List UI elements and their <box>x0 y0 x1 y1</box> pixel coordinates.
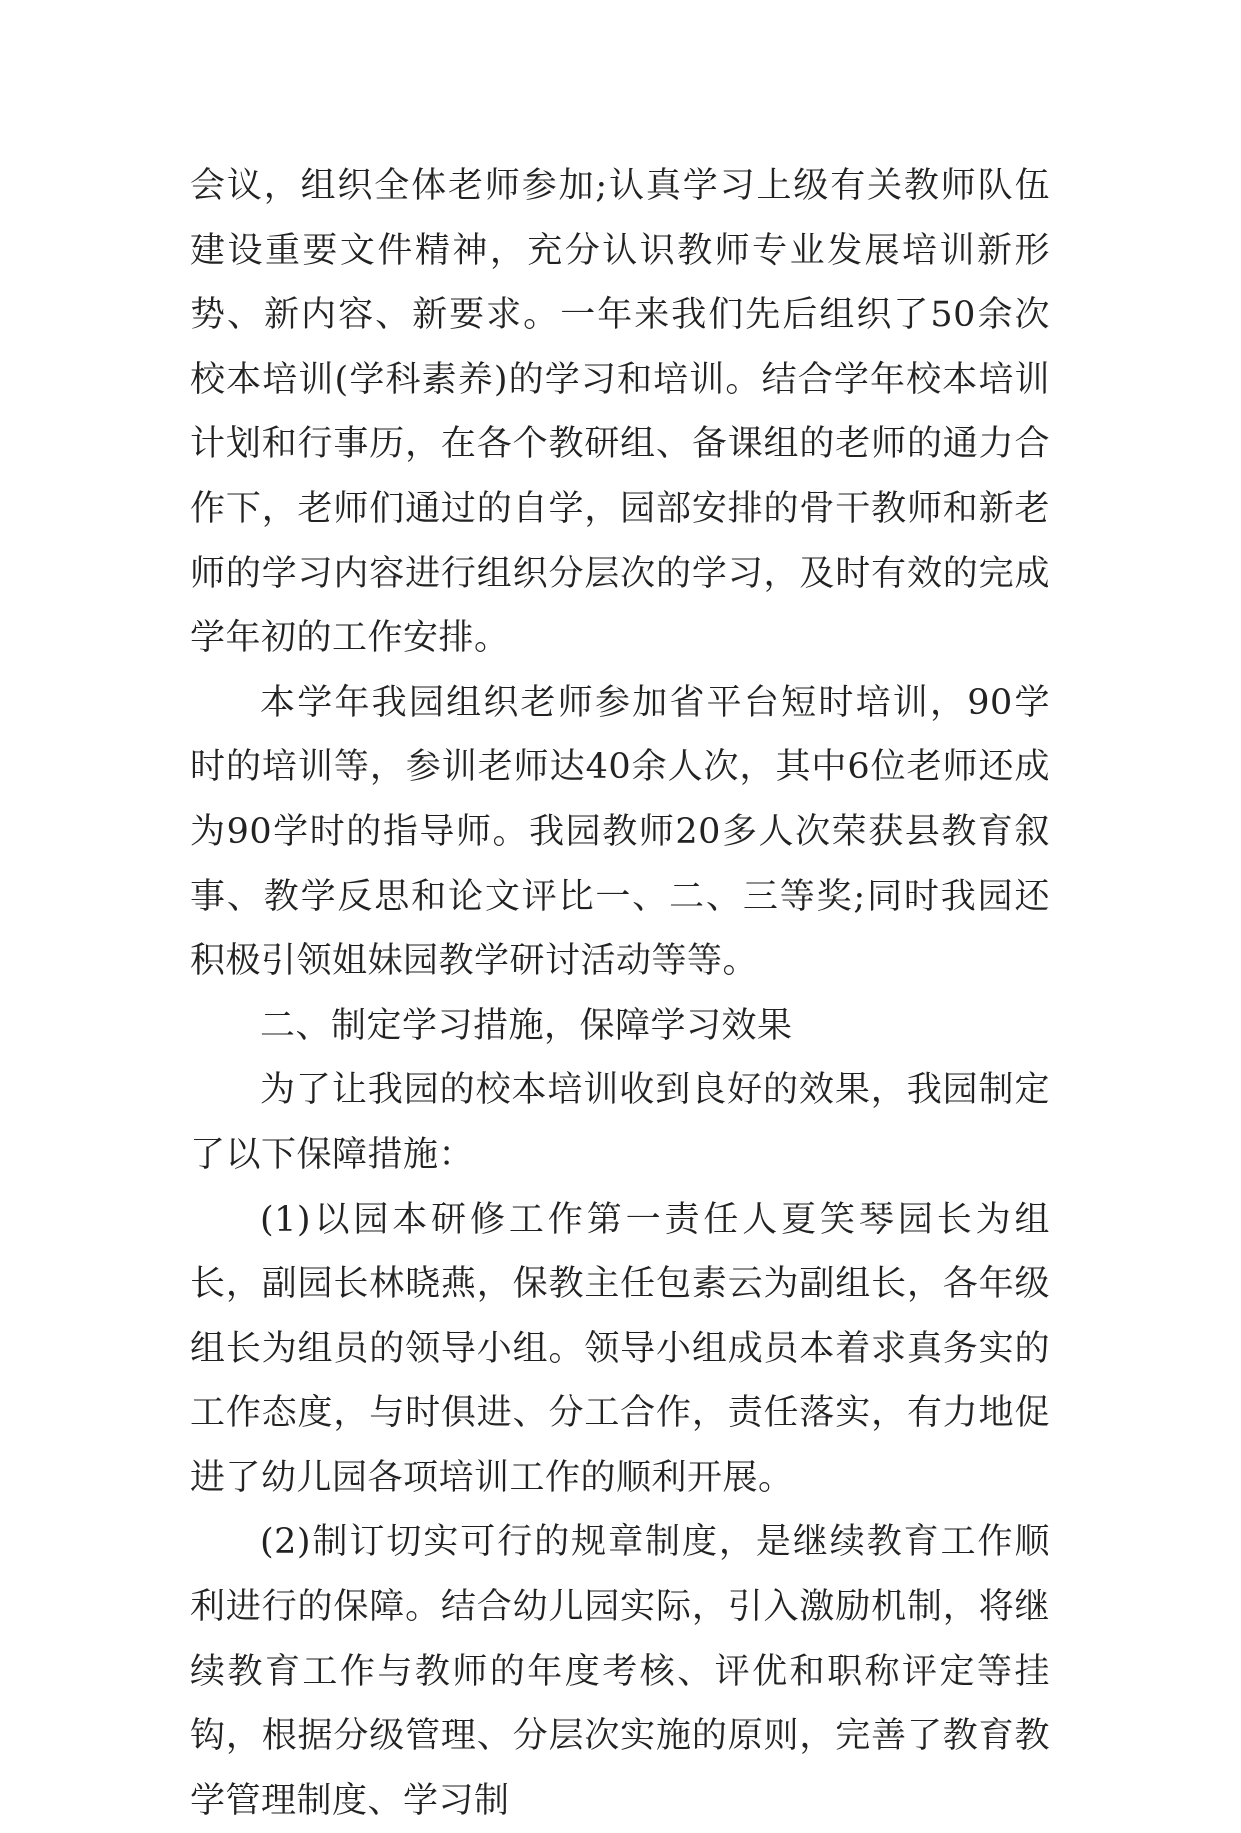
paragraph-continued: 会议，组织全体老师参加;认真学习上级有关教师队伍建设重要文件精神，充分认识教师专业发展培训新形势、新内容、新要求。一年来我们先后组织了50余次校本培训(学科素养)的学习和培训。结合学年校本培训计划和行事历，在各个教研组、备课组的老师的通力合作下，老师们通过的自学，园部安排的骨干教师和新老师的学习内容进行组织分层次的学习，及时有效的完成学年初的工作安排。 <box>190 166 1050 659</box>
paragraph-measure-2: (2)制订切实可行的规章制度，是继续教育工作顺利进行的保障。结合幼儿园实际，引入激励机制，将继续教育工作与教师的年度考核、评优和职称评定等挂钩，根据分级管理、分层次实施的原则，完善了教育教学管理制度、学习制 <box>190 1522 1050 1821</box>
paragraph-training-stats: 本学年我园组织老师参加省平台短时培训，90学时的培训等，参训老师达40余人次，其中6位老师还成为90学时的指导师。我园教师20多人次荣获县教育叙事、教学反思和论文评比一、二、三等奖;同时我园还积极引领姐妹园教学研讨活动等等。 <box>190 682 1050 982</box>
document-body <box>190 154 1050 1833</box>
paragraph-intro-measures: 为了让我园的校本培训收到良好的效果，我园制定了以下保障措施： <box>190 1070 1050 1175</box>
paragraph-measure-1: (1)以园本研修工作第一责任人夏笑琴园长为组长，副园长林晓燕，保教主任包素云为副组长，各年级组长为组员的领导小组。领导小组成员本着求真务实的工作态度，与时俱进、分工合作，责任落实，有力地促进了幼儿园各项培训工作的顺利开展。 <box>190 1199 1050 1498</box>
section-heading: 二、制定学习措施，保障学习效果 <box>260 1005 793 1046</box>
